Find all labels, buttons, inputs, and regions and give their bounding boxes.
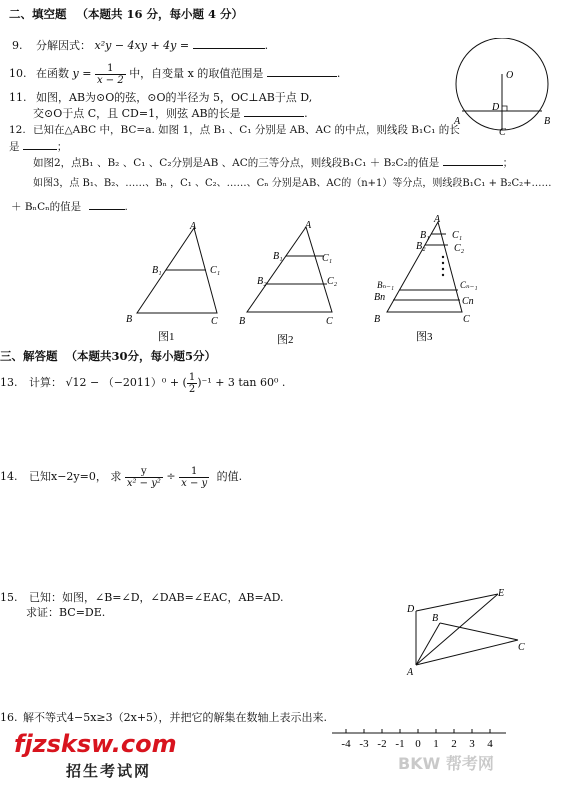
question-11-line2	[33, 106, 308, 120]
q16-text: 解不等式4−5x≥3（2x+5），并把它的解集在数轴上表示出来.	[23, 711, 328, 724]
q10-fraction-numerator: 1	[95, 63, 126, 75]
label-c2: C₂	[454, 243, 465, 254]
number-line-tick-label: 3	[469, 738, 475, 750]
section-3-header	[0, 350, 216, 363]
label-b: B	[544, 116, 551, 127]
q14-operator: ÷	[166, 470, 176, 483]
q10-fraction-denominator: x − 2	[96, 74, 124, 86]
site-watermark-cn: 招生考试网	[66, 762, 152, 780]
label-d: D	[407, 604, 415, 615]
label-d: D	[492, 102, 500, 113]
q10-post: 中，自变量 x 的取值范围是	[129, 67, 264, 80]
figure-3-caption: 图3	[416, 331, 433, 343]
q10-pre: 在函数	[36, 67, 69, 80]
segment-de	[416, 594, 498, 611]
q9-number: 9.	[12, 39, 23, 52]
q10-end: .	[336, 67, 341, 80]
site-watermark: fjzsksw.com	[14, 730, 177, 758]
number-line-tick-label: 1	[433, 738, 439, 750]
label-b1: B₁	[420, 230, 430, 241]
q12-line4: 如图3，点 B₁、B₂、……、Bₙ ，C₁ 、C₂、……、Cₙ 分别是AB、AC的（n+1）等分点，则线段B₁C₁ + B₂C₂+……	[33, 178, 552, 189]
number-line-tick-label: -1	[395, 738, 405, 750]
q9-end: .	[264, 39, 269, 52]
label-c1: C₁	[210, 265, 221, 276]
q12-line5-end: .	[124, 201, 128, 213]
q13-text: 计算：	[29, 376, 62, 389]
section-2-header	[9, 8, 243, 21]
label-a: A	[407, 667, 414, 678]
figure-3	[368, 212, 488, 346]
q12-answer-blank-1[interactable]	[23, 139, 57, 150]
question-12-line1	[9, 124, 460, 137]
q12-line5-pre: ＋ BₙCₙ的值是	[11, 201, 82, 213]
q10-y: y =	[72, 67, 92, 80]
figure-15	[398, 583, 538, 683]
q14-fraction-1	[125, 466, 163, 489]
label-c2: C₂	[327, 276, 338, 287]
q12-line3-end: ；	[502, 157, 514, 169]
figure-1-caption: 图1	[158, 331, 175, 343]
label-o: O	[506, 70, 514, 81]
question-16	[0, 711, 327, 724]
number-line-ticks	[341, 729, 493, 750]
q12-number: 12.	[9, 124, 26, 136]
section-2-note: （本题共 16 分，每小题 4 分）	[76, 7, 244, 21]
q9-answer-blank[interactable]	[193, 38, 265, 49]
q14-fraction-1-numerator: y	[125, 466, 163, 478]
segment-ab	[416, 623, 440, 665]
q13-fraction	[187, 372, 197, 395]
q12-line2-end: ；	[56, 141, 68, 153]
label-c: C	[211, 316, 218, 327]
question-12-line3	[33, 155, 513, 170]
question-15-line2	[26, 606, 105, 619]
label-a: A	[434, 214, 441, 225]
figure-1	[120, 218, 230, 350]
label-cn: Cn	[462, 296, 474, 307]
question-9	[12, 38, 268, 52]
label-b2: B₂	[257, 276, 267, 287]
q9-expression: x²y − 4xy + 4y =	[94, 39, 190, 52]
number-line	[330, 725, 510, 755]
label-a: A	[454, 116, 461, 127]
right-angle-mark	[502, 106, 507, 111]
q14-fraction-1-denominator: x² − y²	[126, 477, 161, 489]
q13-fraction-numerator: 1	[188, 371, 196, 383]
q14-number: 14.	[0, 470, 18, 483]
question-11-line1	[9, 91, 312, 104]
q12-line3: 如图2，点B₁ 、B₂ 、C₁ 、C₂分别是AB 、AC的三等分点，则线段B₁C₁ ＋ B₂C₂的值是	[33, 157, 440, 169]
section-3-title: 三、解答题	[0, 349, 58, 363]
q11-number: 11.	[9, 91, 27, 104]
label-e: E	[498, 588, 505, 599]
q13-fraction-denominator: 2	[188, 383, 196, 395]
segment-ae	[416, 594, 498, 665]
q10-answer-blank[interactable]	[267, 66, 337, 77]
label-c: C	[499, 127, 506, 138]
label-c1: C₁	[322, 253, 333, 264]
question-12-line5	[11, 199, 128, 214]
number-line-tick-label: 2	[451, 738, 457, 750]
question-12-line4	[33, 177, 552, 190]
ellipsis-dot	[442, 274, 444, 276]
figure-2-caption: 图2	[277, 334, 294, 346]
q11-line1: 如图，AB为⊙O的弦，⊙O的半径为 5，OC⊥AB于点 D,	[36, 91, 313, 104]
q12-answer-blank-3[interactable]	[89, 199, 125, 210]
q13-expression-b: )⁻¹ + 3 tan 60⁰ .	[197, 376, 286, 389]
q14-post: 的值.	[216, 470, 243, 483]
q14-fraction-2	[179, 466, 209, 489]
q10-fraction	[95, 63, 126, 86]
label-b1: B₁	[273, 251, 283, 262]
question-10	[9, 60, 340, 88]
figure-2	[235, 216, 350, 350]
label-bn: Bn	[374, 292, 386, 303]
question-13	[0, 368, 285, 398]
number-line-tick-label: 4	[487, 738, 493, 750]
label-c: C	[463, 314, 470, 325]
q14-pre: 已知x−2y=0， 求	[29, 470, 122, 483]
label-c1: C₁	[452, 230, 463, 241]
number-line-tick-label: -2	[377, 738, 387, 750]
q11-line2: 交⊙O于点 C，且 CD=1，则弦 AB的长是	[33, 107, 241, 120]
q10-number: 10.	[9, 67, 27, 80]
q13-expression-a: √12 − （−2011）⁰ + (	[65, 376, 187, 389]
q12-line1: 已知在△ABC 中，BC=a. 如图 1，点 B₁ 、C₁ 分别是 AB、AC 的中点，则线段 B₁C₁ 的长	[33, 124, 460, 136]
q15-number: 15.	[0, 591, 18, 604]
label-b: B	[374, 314, 381, 325]
section-3-note: （本题共30分，每小题5分）	[65, 349, 217, 363]
q15-line1: 已知：如图，∠B=∠D，∠DAB=∠EAC，AB=AD.	[29, 591, 284, 604]
q11-answer-blank[interactable]	[244, 106, 304, 117]
label-c: C	[326, 316, 333, 327]
q13-number: 13.	[0, 376, 18, 389]
label-b: B	[239, 316, 246, 327]
segment-ac	[416, 640, 518, 665]
ellipsis-dot	[442, 256, 444, 258]
q9-text: 分解因式：	[36, 39, 91, 52]
q12-answer-blank-2[interactable]	[443, 155, 503, 166]
question-14	[0, 462, 242, 492]
question-12-line2	[9, 139, 67, 154]
label-a: A	[190, 221, 197, 232]
label-b: B	[126, 314, 133, 325]
q11-end: .	[304, 107, 308, 120]
ellipsis-dot	[442, 262, 444, 264]
label-c: C	[518, 642, 525, 653]
section-2-title: 二、填空题	[9, 7, 67, 21]
label-a: A	[305, 220, 312, 231]
number-line-tick-label: -3	[359, 738, 369, 750]
number-line-tick-label: -4	[341, 738, 351, 750]
q14-fraction-2-numerator: 1	[179, 466, 209, 478]
number-line-tick-label: 0	[415, 738, 421, 750]
label-b: B	[432, 613, 439, 624]
q12-line2-pre: 是	[9, 141, 20, 153]
circle-figure	[452, 38, 562, 138]
label-b2: B₂	[416, 241, 426, 252]
label-cn-minus-1: Cₙ₋₁	[460, 280, 478, 290]
label-bn-minus-1: Bₙ₋₁	[377, 280, 395, 290]
q15-line2: 求证：BC=DE.	[26, 606, 106, 619]
ellipsis-dot	[442, 268, 444, 270]
label-b1: B₁	[152, 265, 162, 276]
segment-bc	[440, 623, 518, 640]
triangle-abc-2	[247, 227, 332, 312]
question-15-line1	[0, 591, 284, 604]
corner-watermark: BKW 帮考网	[398, 754, 494, 773]
q14-fraction-2-denominator: x − y	[181, 477, 208, 489]
q16-number: 16.	[0, 711, 18, 724]
